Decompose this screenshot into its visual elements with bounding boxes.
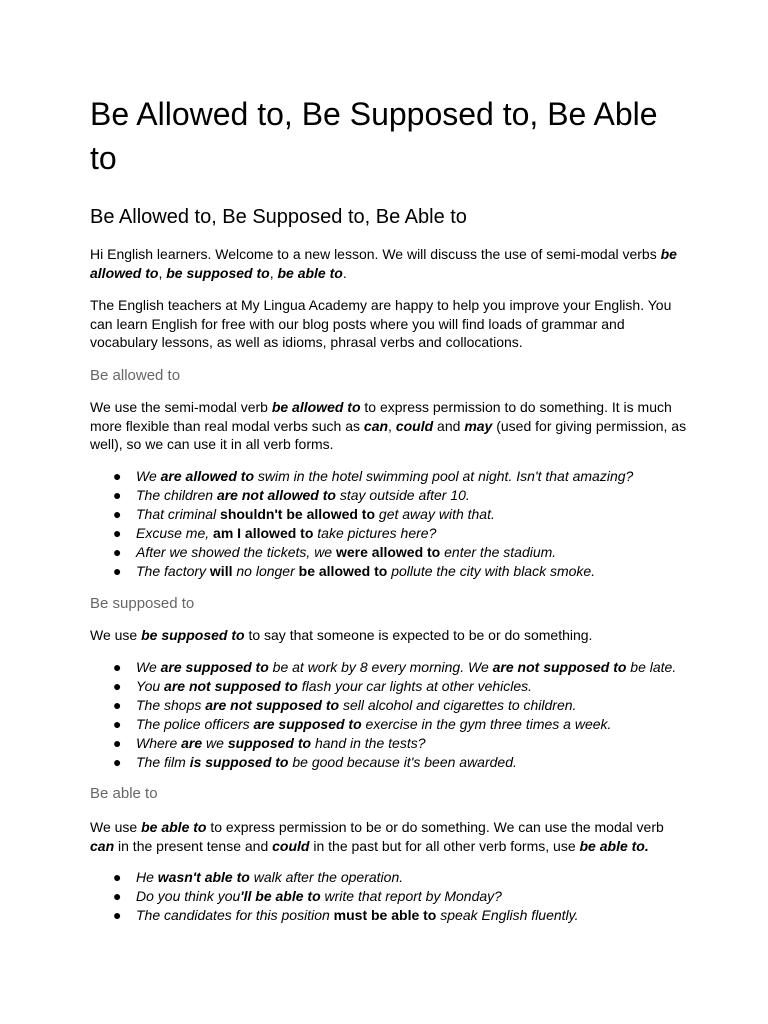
text-run: stay outside after 10. (335, 487, 470, 503)
bullet-icon: ● (113, 678, 122, 694)
list-item (90, 524, 690, 543)
text-run: will (209, 563, 233, 579)
section-paragraph-allowed (90, 398, 690, 454)
text-run: Excuse me, (136, 525, 214, 541)
text-run: write that report by Monday? (320, 888, 502, 904)
text-run: are not supposed to (164, 678, 298, 694)
text-run: The shops (136, 697, 206, 713)
text-run: be good because it's been awarded. (288, 754, 517, 770)
section-heading-able: Be able to (90, 785, 158, 802)
text-run: wasn't able to (157, 869, 250, 885)
text-run: enter the stadium. (440, 544, 557, 560)
list-item (90, 868, 690, 887)
list-item (90, 562, 690, 581)
text-run: in the past but for all other verb forms, use (309, 837, 580, 854)
text-run: are supposed to (253, 716, 362, 732)
text-run: were allowed to (335, 544, 441, 560)
text-run: He (136, 869, 158, 885)
text-run: be able to (141, 819, 207, 835)
text-run: The candidates for this position (136, 907, 334, 923)
bullet-list-able (90, 868, 690, 925)
text-run: Where (136, 735, 182, 751)
text-run: , (158, 264, 167, 281)
text-run: can (363, 417, 389, 434)
text-run: You (136, 678, 165, 694)
text-run: must be able to (333, 907, 437, 923)
text-run: get away with that. (375, 506, 495, 522)
text-run: swim in the hotel swimming pool at night. Isn't that amazing? (254, 468, 634, 484)
text-run: The factory (136, 563, 210, 579)
text-run: We use (90, 819, 142, 835)
list-item (90, 906, 690, 925)
bullet-icon: ● (113, 754, 122, 770)
text-run: be allowed to (298, 563, 388, 579)
bullet-icon: ● (113, 506, 122, 522)
text-run: we (202, 735, 228, 751)
text-run: be late. (626, 659, 677, 675)
text-run: After we showed the tickets, we (136, 544, 336, 560)
text-run: can (90, 837, 115, 854)
text-run: shouldn't be allowed to (220, 506, 376, 522)
section-paragraph-supposed (90, 626, 690, 645)
text-run: in the present tense and (114, 837, 273, 854)
text-run: 'll be able to (240, 888, 321, 904)
list-item (90, 505, 690, 524)
list-item (90, 543, 690, 562)
intro-paragraph-1 (90, 245, 690, 282)
text-run: hand in the tests? (311, 735, 426, 751)
page-subtitle: Be Allowed to, Be Supposed to, Be Able to (90, 206, 467, 228)
text-run: Do you think you (136, 888, 241, 904)
text-run: We (136, 468, 161, 484)
list-item (90, 677, 690, 696)
section-heading-allowed: Be allowed to (90, 367, 181, 384)
text-run: We use (90, 627, 142, 643)
bullet-icon: ● (113, 716, 122, 732)
text-run: The film (136, 754, 190, 770)
text-run: be able to (277, 264, 343, 281)
bullet-icon: ● (113, 563, 122, 579)
text-run: are not allowed to (216, 487, 336, 503)
text-run: be supposed to (166, 264, 270, 281)
text-run: The children (136, 487, 217, 503)
bullet-list-allowed (90, 467, 690, 581)
text-run: exercise in the gym three times a week. (361, 716, 612, 732)
text-run: That criminal (136, 506, 221, 522)
text-run: pollute the city with black smoke. (387, 563, 596, 579)
text-run: walk after the operation. (249, 869, 404, 885)
text-run: to express permission to do something. It is much more flexible than real modal verbs such as (90, 399, 672, 434)
text-run: be allowed to (90, 246, 677, 281)
text-run: could (272, 837, 310, 854)
page-title: Be Allowed to, Be Supposed to, Be Able to (90, 96, 658, 176)
bullet-icon: ● (113, 888, 122, 904)
text-run: are not supposed to (492, 659, 627, 675)
list-item (90, 486, 690, 505)
bullet-icon: ● (113, 487, 122, 503)
list-item (90, 715, 690, 734)
text-run: sell alcohol and cigarettes to children. (339, 697, 577, 713)
list-item (90, 696, 690, 715)
section-paragraph-able (90, 818, 690, 855)
bullet-icon: ● (113, 907, 122, 923)
text-run: are not supposed to (205, 697, 340, 713)
text-run: are supposed to (160, 659, 269, 675)
list-item (90, 887, 690, 906)
text-run: We use the semi-modal verb (90, 399, 272, 415)
intro-paragraph-2: The English teachers at My Lingua Academy are happy to help you improve your English. You can learn English for free with our blog posts where you will find loads of grammar and vocabulary lessons, as well as idioms, phrasal verbs and collocations. (90, 297, 672, 350)
text-run: speak English fluently. (436, 907, 579, 923)
text-run: The police officers (136, 716, 254, 732)
bullet-icon: ● (113, 544, 122, 560)
text-run: , (269, 264, 278, 281)
bullet-icon: ● (113, 697, 122, 713)
text-run: is supposed to (189, 754, 289, 770)
list-item (90, 467, 690, 486)
bullet-icon: ● (113, 735, 122, 751)
text-run: flash your car lights at other vehicles. (297, 678, 533, 694)
text-run: take pictures here? (313, 525, 437, 541)
bullet-icon: ● (113, 869, 122, 885)
text-run: Hi English learners. Welcome to a new lesson. We will discuss the use of semi-modal verbs (90, 246, 661, 262)
bullet-icon: ● (113, 468, 122, 484)
text-run: be at work by 8 every morning. We (268, 659, 493, 675)
bullet-list-supposed (90, 658, 690, 772)
text-run: be able to. (579, 837, 649, 854)
text-run: , (388, 417, 396, 434)
bullet-icon: ● (113, 659, 122, 675)
bullet-icon: ● (113, 525, 122, 541)
text-run: and (433, 417, 465, 434)
text-run: am I allowed to (213, 525, 314, 541)
text-run: no longer (232, 563, 299, 579)
text-run: to express permission to be or do something. We can use the modal verb (206, 819, 664, 835)
text-run: We (136, 659, 161, 675)
text-run: to say that someone is expected to be or do something. (244, 627, 593, 643)
text-run: (used for giving permission, as well), so we can use it in all verb forms. (90, 417, 687, 452)
text-run: are (181, 735, 203, 751)
section-heading-supposed: Be supposed to (90, 595, 195, 612)
text-run: be allowed to (271, 399, 361, 415)
list-item (90, 658, 690, 677)
text-run: supposed to (227, 735, 312, 751)
text-run: be supposed to (141, 627, 245, 643)
list-item (90, 734, 690, 753)
text-run: are allowed to (160, 468, 254, 484)
text-run: may (464, 417, 493, 434)
list-item (90, 753, 690, 772)
text-run: could (395, 417, 434, 434)
text-run: . (342, 264, 347, 281)
